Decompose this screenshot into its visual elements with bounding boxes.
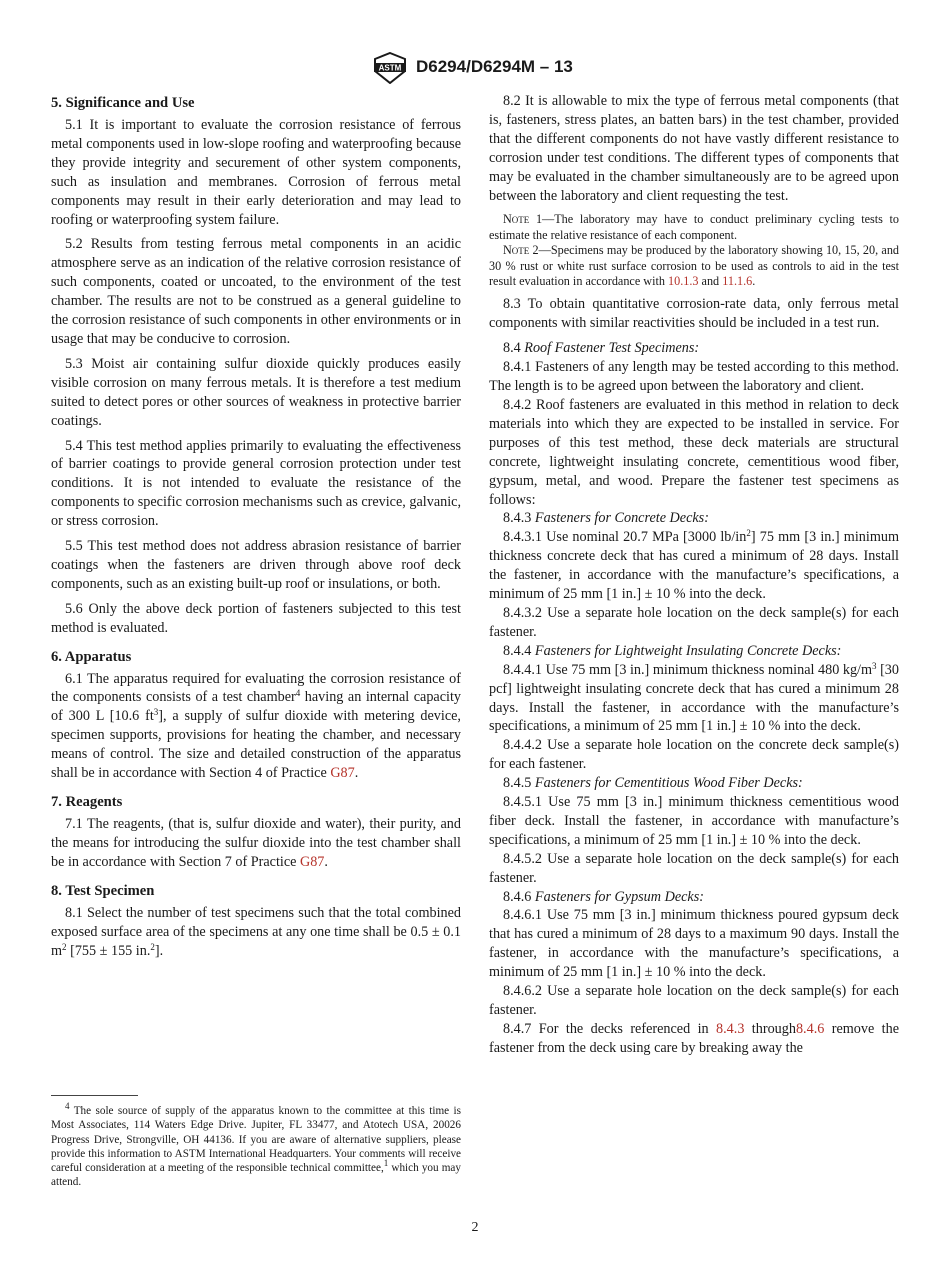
note-2: Note 2—Specimens may be produced by the laboratory showing 10, 15, 20, and 30 % rust or white rust surface corrosion to be used as controls to aid in the test result evaluation in accordance with 10.1.3 and 11.1.6. xyxy=(489,243,900,289)
para-8-4-4-2: 8.4.4.2 Use a separate hole location on the concrete deck sample(s) for each fastener. xyxy=(489,737,899,773)
para-8-4-7: 8.4.7 For the decks referenced in 8.4.3 through8.4.6 remove the fastener from the deck using care by breaking away the xyxy=(489,1020,900,1056)
astm-logo-icon xyxy=(372,52,408,84)
para-7-1: 7.1 The reagents, (that is, sulfur dioxide and water), their purity, and the means for introducing the sulfur dioxide into the test chamber shall be in accordance with Section 7 of Practice G87. xyxy=(51,816,461,870)
para-8-4-4: 8.4.4 Fasteners for Lightweight Insulating Concrete Decks: xyxy=(503,642,842,659)
para-8-4-4-1: 8.4.4.1 Use 75 mm [3 in.] minimum thickness nominal 480 $kg/m^3$ [30 pcf] lightweight insulating concrete deck that has cured a minimum 28 days. Install the fastener, in accordance with the manufacture’s specifications, a minimum of 25 mm [1 in.] ± 10 % into the deck. xyxy=(489,660,899,735)
para-8-4-2: 8.4.2 Roof fasteners are evaluated in this method in relation to deck materials into which they are expected to be installed in service. For purposes of this test method, these deck materials are structural concrete, lightweight insulating concrete, cementitious wood fiber, gypsum, metal, and wood. Prepare the fastener test specimens as follows: xyxy=(489,397,899,508)
para-8-4-5: 8.4.5 Fasteners for Cementitious Wood Fiber Decks: xyxy=(503,775,803,792)
notes-block xyxy=(489,212,899,289)
document-designation: D6294/D6294M – 13 xyxy=(416,57,573,76)
note-1: Note 1—The laboratory may have to conduct preliminary cycling tests to estimate the relative resistance of each component. xyxy=(489,212,899,242)
page-number: 2 xyxy=(471,1220,479,1235)
para-8-2: 8.2 It is allowable to mix the type of ferrous metal components (that is, fasteners, stress plates, an batten bars) in the test chamber, provided that the different components do not have vastly different resistance to corrosion under test conditions. The different types of components that may be evaluated in the chamber simultaneously are to be agreed upon between the laboratory and client requesting the test. xyxy=(489,93,899,204)
para-8-4-3: 8.4.3 Fasteners for Concrete Decks: xyxy=(503,510,709,527)
para-5-1: 5.1 It is important to evaluate the corrosion resistance of ferrous metal components used in low-slope roofing and waterproofing because they provide integrity and securement of other system components, such as insulation and membranes. Corrosion of ferrous metal components may result in their early deterioration and may lead to roofing or waterproofing system failure. xyxy=(51,117,461,228)
section-8-heading: 8. Test Specimen xyxy=(51,882,155,899)
para-8-4-5-2: 8.4.5.2 Use a separate hole location on the deck sample(s) for each fastener. xyxy=(489,850,899,886)
footnote-divider xyxy=(51,1095,138,1096)
para-5-3: 5.3 Moist air containing sulfur dioxide quickly produces easily visible corrosion on many ferrous metals. It is therefore a test medium suited to detect pores or other sources of weakness in protective barrier coatings. xyxy=(51,355,461,429)
link-8-4-3[interactable]: 8.4.3 xyxy=(716,1020,745,1037)
link-g87[interactable]: G87 xyxy=(330,765,355,782)
page-header xyxy=(0,52,950,86)
para-8-3: 8.3 To obtain quantitative corrosion-rate data, only ferrous metal components with similar reactivities should be included in a test run. xyxy=(489,296,899,332)
right-column xyxy=(489,92,899,1058)
para-8-4-5-1: 8.4.5.1 Use 75 mm [3 in.] minimum thickness cementitious wood fiber deck. Install the fastener, in accordance with manufacture’s specifications, a minimum of 25 mm [1 in.] ± 10 % into the deck. xyxy=(489,794,899,848)
para-5-5: 5.5 This test method does not address abrasion resistance of barrier coatings when the fasteners are driven through above roof deck components, such as an existing built-up roof or insulations, or both. xyxy=(51,538,461,592)
link-8-4-6[interactable]: 8.4.6 xyxy=(795,1020,825,1037)
para-5-6: 5.6 Only the above deck portion of fasteners subjected to this test method is evaluated. xyxy=(51,600,461,636)
para-8-1: 8.1 Select the number of test specimens such that the total combined exposed surface area of the specimens at any one time shall be 0.5 ± 0.1 $m^2$ [755 ± 155 in.$^2$]. xyxy=(51,904,461,959)
para-8-4-1: 8.4.1 Fasteners of any length may be tested according to this method. The length is to be agreed upon between the laboratory and client. xyxy=(489,359,899,395)
para-8-4-3-1: 8.4.3.1 Use nominal 20.7 MPa [3000 $lb/in^2$] 75 mm [3 in.] minimum thickness concrete deck that has cured a minimum of 28 days. Install the fastener, in accordance with the manufacture’s specifications, a minimum of 25 mm [1 in.] ± 10 % into the deck. xyxy=(489,528,899,603)
left-column xyxy=(51,92,461,960)
logo-text: ASTM xyxy=(378,63,402,73)
link-g87[interactable]: G87 xyxy=(299,853,325,870)
para-8-4: 8.4 Roof Fastener Test Specimens: xyxy=(503,340,700,357)
section-7-heading: 7. Reagents xyxy=(51,794,123,810)
para-8-4-6-1: 8.4.6.1 Use 75 mm [3 in.] minimum thickness poured gypsum deck that has cured a minimum of 28 days to a maximum 90 days. Install the fastener, in accordance with the manufacture’s specifications, a minimum of 25 mm [1 in.] ± 10 % into the deck. xyxy=(489,907,899,981)
para-5-4: 5.4 This test method applies primarily to evaluating the effectiveness of barrier coatings to provide general corrosion protection under test conditions. It is not intended to evaluate the resistance of the components to specific corrosion mechanisms such as crevice, galvanic, or stress corrosion. xyxy=(51,437,461,530)
link-11-1-6[interactable]: 11.1.6 xyxy=(722,274,753,289)
para-5-2: 5.2 Results from testing ferrous metal components in an acidic atmosphere serve as an indication of the relative corrosion resistance of such components, coated or uncoated, to the environment of the test chamber. The results are not to be construed as a general guideline to the corrosion resistance of such components in other environments or in usage that may be conducive to corrosion. xyxy=(51,236,461,347)
para-6-1: 6.1 The apparatus required for evaluating the corrosion resistance of the components consists of a test chamber$^4$ having an internal capacity of 300 L [10.6 $ft^3$], a supply of sulfur dioxide with metering device, specimen supports, provisions for heating the chamber, and necessary means of control. The size and detailed construction of the apparatus shall be in accordance with Section 4 of Practice G87. xyxy=(51,670,461,782)
section-5-heading: 5. Significance and Use xyxy=(51,95,195,111)
para-8-4-6-2: 8.4.6.2 Use a separate hole location on the deck sample(s) for each fastener. xyxy=(489,983,899,1018)
para-8-4-3-2: 8.4.3.2 Use a separate hole location on the deck sample(s) for each fastener. xyxy=(489,604,899,640)
section-6-heading: 6. Apparatus xyxy=(51,648,132,665)
link-10-1-3[interactable]: 10.1.3 xyxy=(668,274,699,289)
footnote-4: $^4$ The sole source of supply of the apparatus known to the committee at this time is Most Associates, 114 Waters Edge Drive. Jupiter, FL 33477, and Atotech USA, 20026 Progress Drive, Strongville, OH 44136. If you are aware of alternative suppliers, please provide this information to ASTM International Headquarters. Your comments will receive careful consideration at a meeting of the responsible technical committee,$^1$ which you may attend. xyxy=(51,1101,461,1189)
footnote-ref[interactable]: 4 xyxy=(295,688,301,699)
para-8-4-6: 8.4.6 Fasteners for Gypsum Decks: xyxy=(503,888,704,905)
